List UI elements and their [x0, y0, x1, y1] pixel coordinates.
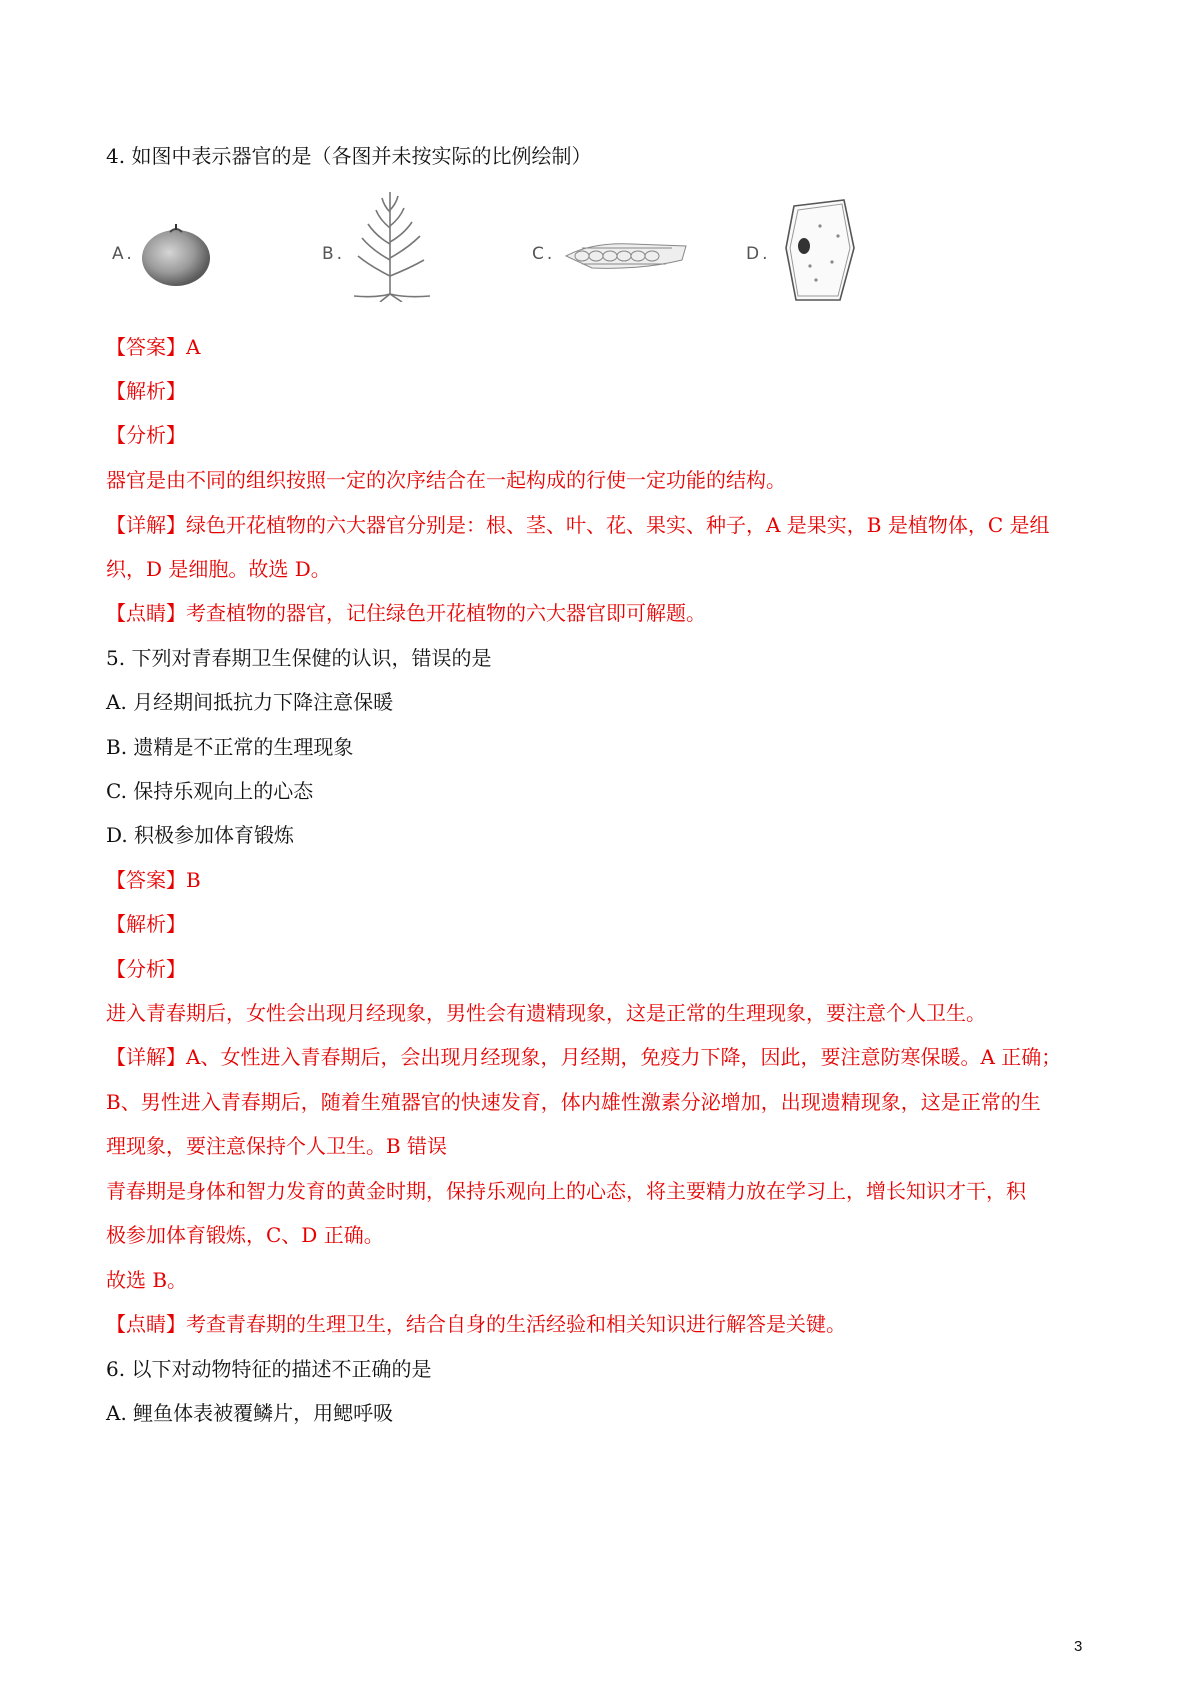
q4-detail-line-1: 【详解】绿色开花植物的六大器官分别是：根、茎、叶、花、果实、种子，A 是果实，B 是植物体，C 是组: [106, 513, 1050, 537]
question-4-stem: 4. 如图中表示器官的是（各图并未按实际的比例绘制）: [106, 144, 592, 168]
q4-jiexi-heading: 【解析】: [106, 379, 186, 403]
option-a-label: A.: [112, 244, 135, 264]
q5-answer: 【答案】B: [106, 868, 201, 892]
q5-option-b: B. 遗精是不正常的生理现象: [106, 735, 354, 759]
q5-option-d: D. 积极参加体育锻炼: [106, 823, 295, 847]
option-d-label: D.: [746, 244, 771, 264]
q5-detail-line-6: 故选 B。: [106, 1268, 188, 1292]
q4-detail-line-2: 织，D 是细胞。故选 D。: [106, 557, 331, 581]
tissue-image: [562, 236, 688, 276]
question-6-stem: 6. 以下对动物特征的描述不正确的是: [106, 1357, 432, 1381]
q5-option-c: C. 保持乐观向上的心态: [106, 779, 314, 803]
q4-dianjing: 【点睛】考查植物的器官，记住绿色开花植物的六大器官即可解题。: [106, 601, 706, 625]
q5-detail-line-3: 理现象，要注意保持个人卫生。B 错误: [106, 1134, 448, 1158]
q5-jiexi-heading: 【解析】: [106, 912, 186, 936]
page-number: 3: [1074, 1638, 1083, 1655]
q5-option-a: A. 月经期间抵抗力下降注意保暖: [106, 690, 394, 714]
q5-detail-line-4: 青春期是身体和智力发育的黄金时期，保持乐观向上的心态，将主要精力放在学习上，增长知识才干，积: [106, 1179, 1026, 1203]
q5-detail-line-5: 极参加体育锻炼，C、D 正确。: [106, 1223, 384, 1247]
option-c-label: C.: [532, 244, 556, 264]
q5-fenxi-text: 进入青春期后，女性会出现月经现象，男性会有遗精现象，这是正常的生理现象，要注意个人卫生。: [106, 1001, 986, 1025]
question-5-stem: 5. 下列对青春期卫生保健的认识，错误的是: [106, 646, 492, 670]
q5-detail-line-1: 【详解】A、女性进入青春期后，会出现月经现象，月经期，免疫力下降，因此，要注意防寒保暖。A 正确；: [106, 1045, 1062, 1069]
q5-fenxi-heading: 【分析】: [106, 957, 186, 981]
q4-answer: 【答案】A: [106, 335, 201, 359]
q6-option-a: A. 鲤鱼体表被覆鳞片，用鳃呼吸: [106, 1401, 394, 1425]
option-b-label: B.: [322, 244, 346, 264]
q5-dianjing: 【点睛】考查青春期的生理卫生，结合自身的生活经验和相关知识进行解答是关键。: [106, 1312, 846, 1336]
plant-cell-image: [780, 196, 860, 308]
q4-fenxi-heading: 【分析】: [106, 423, 186, 447]
tomato-image: [138, 220, 218, 290]
corn-plant-image: [340, 186, 440, 302]
q5-detail-line-2: B、男性进入青春期后，随着生殖器官的快速发育，体内雄性激素分泌增加，出现遗精现象，这是正常的生: [106, 1090, 1041, 1114]
q4-fenxi-text: 器官是由不同的组织按照一定的次序结合在一起构成的行使一定功能的结构。: [106, 468, 786, 492]
